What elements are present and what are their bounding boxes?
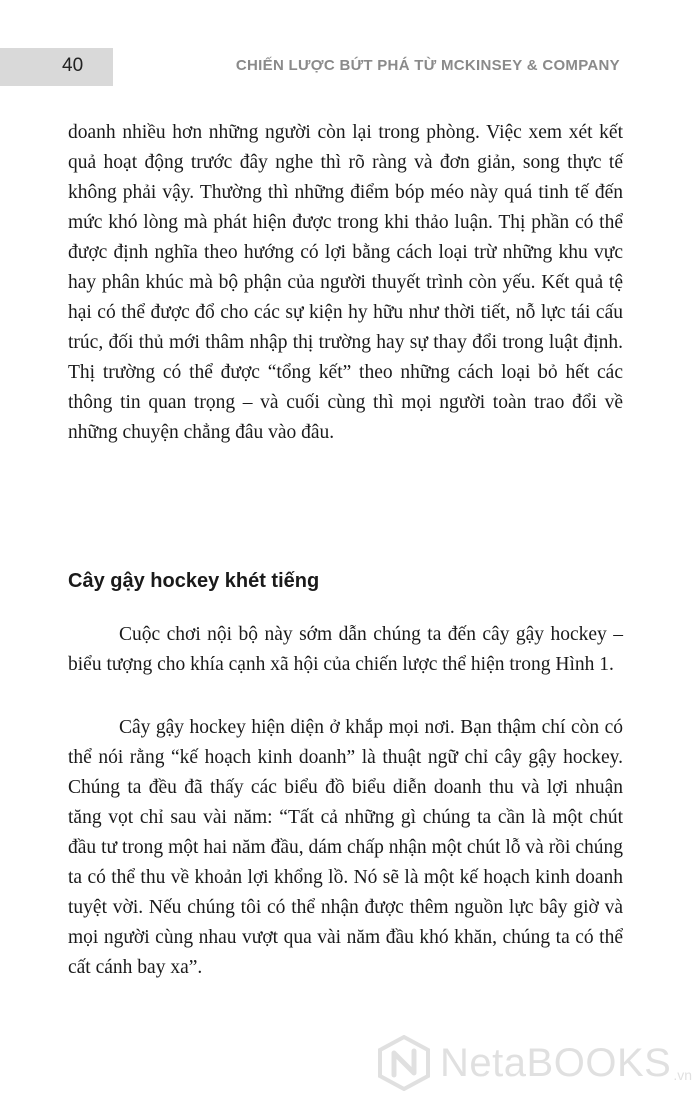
body-paragraph-1: doanh nhiều hơn những người còn lại trong phòng. Việc xem xét kết quả hoạt động trước đây nghe thì rõ ràng và đơn giản, song thực tế không phải vậy. Thường thì những điểm bóp méo này quá tinh tế đến mức khó lòng mà phát hiện được trong khi thảo luận. Thị phần có thể được định nghĩa theo hướng có lợi bằng cách loại trừ những khu vực hay phân khúc mà bộ phận của người thuyết trình còn yếu. Kết quả tệ hại có thể được đổ cho các sự kiện hy hữu như thời tiết, nỗ lực tái cấu trúc, đối thủ mới thâm nhập thị trường hay sự thay đổi trong luật định. Thị trường có thể được “tổng kết” theo những cách loại bỏ hết các thông tin quan trọng – và cuối cùng thì mọi người toàn trao đổi về những chuyện chẳng đâu vào đâu. xyxy=(68,122,623,443)
running-head: CHIẾN LƯỢC BỨT PHÁ TỪ MCKINSEY & COMPANY xyxy=(235,57,620,74)
watermark-brand: NetaBOOKS xyxy=(440,1040,672,1085)
section-heading: Cây gậy hockey khét tiếng xyxy=(68,570,320,592)
body-paragraph-2: Cuộc chơi nội bộ này sớm dẫn chúng ta đến cây gậy hockey – biểu tượng cho khía cạnh xã hội của chiến lược thể hiện trong Hình 1. xyxy=(68,624,623,675)
body-paragraph-3: Cây gậy hockey hiện diện ở khắp mọi nơi. Bạn thậm chí còn có thể nói rằng “kế hoạch kinh doanh” là thuật ngữ chỉ cây gậy hockey. Chúng ta đều đã thấy các biểu đồ biểu diễn doanh thu và lợi nhuận tăng vọt chỉ sau vài năm: “Tất cả những gì chúng ta cần là một chút đầu tư trong một hai năm đầu, dám chấp nhận một chút lỗ và rồi chúng ta có thể thu về khoản lợi khổng lồ. Nó sẽ là một kế hoạch kinh doanh tuyệt vời. Nếu chúng tôi có thể nhận được thêm nguồn lực bây giờ và mọi người cùng nhau vượt qua vài năm đầu khó khăn, chúng ta có thể cất cánh bay xa”. xyxy=(68,717,623,978)
watermark-suffix: .vn xyxy=(673,1067,692,1083)
watermark xyxy=(376,1035,692,1091)
page-number: 40 xyxy=(62,55,84,76)
n-logo-icon xyxy=(376,1035,432,1091)
page-number-bar xyxy=(0,48,113,86)
